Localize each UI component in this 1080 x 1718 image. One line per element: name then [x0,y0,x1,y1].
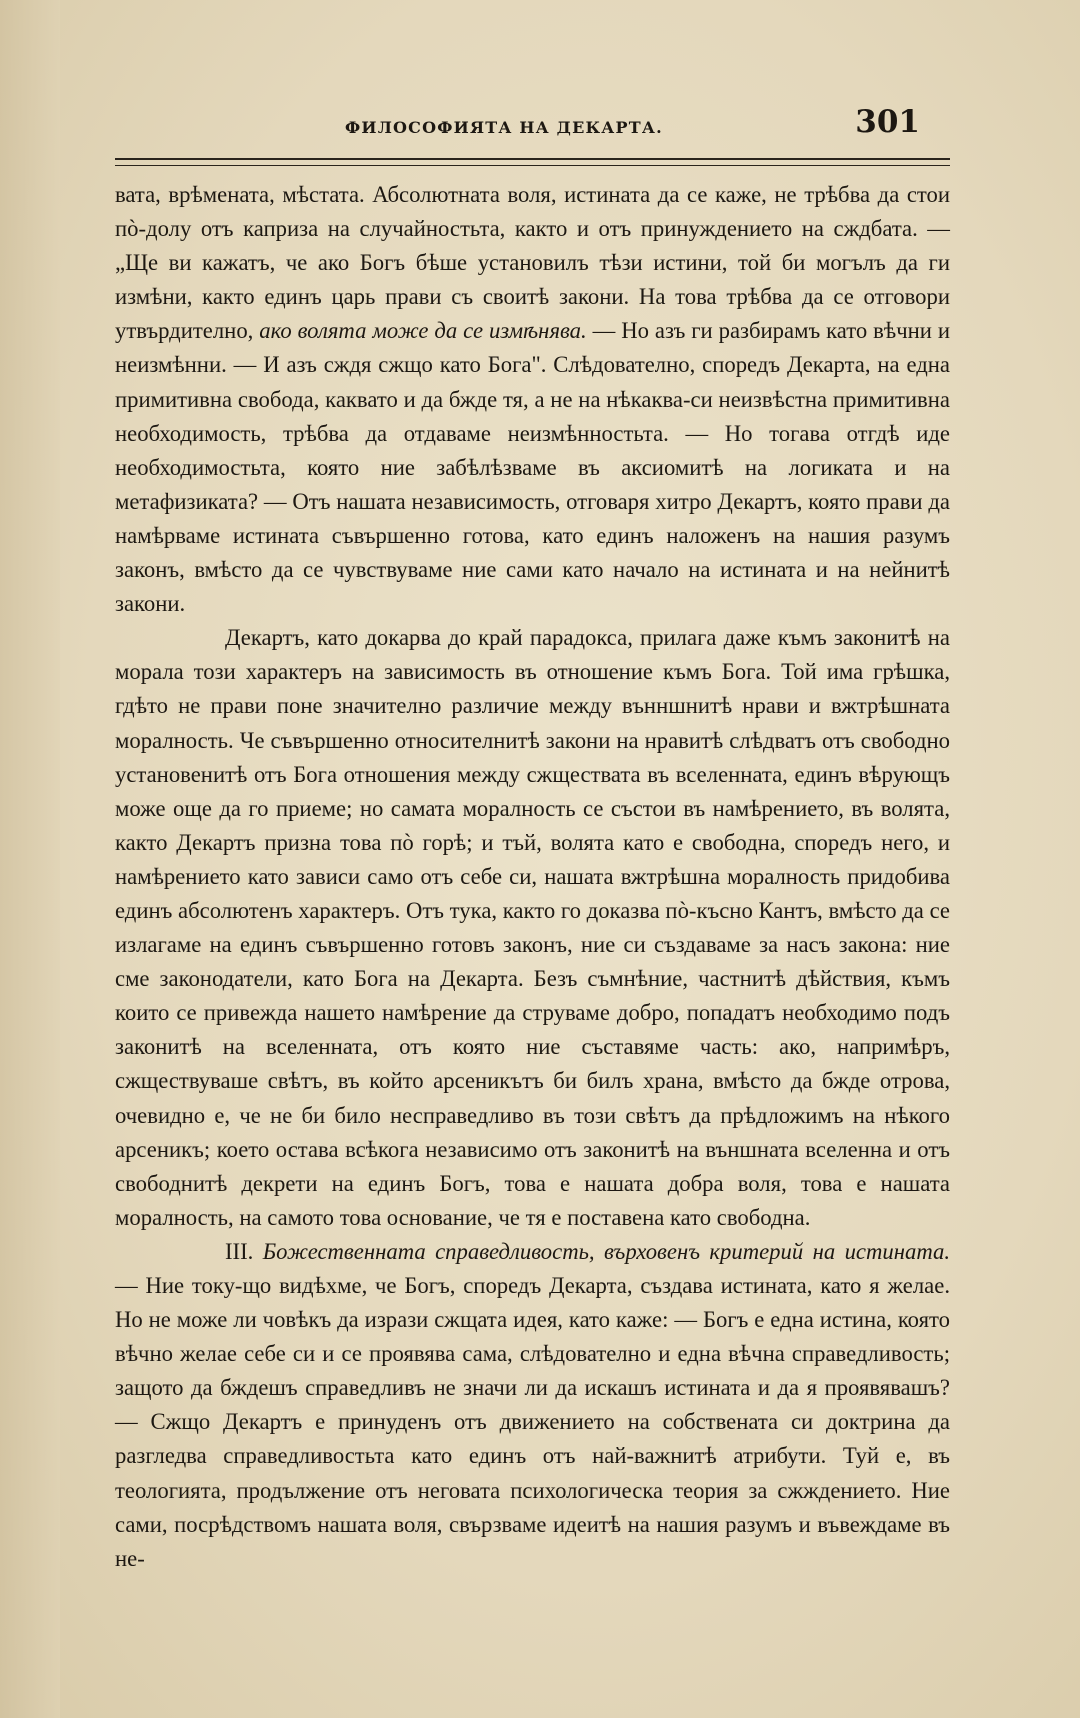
section-heading: Божественната справедливость, върховенъ критерий на истината. [262,1238,950,1264]
paragraph-2: Декартъ, като докарва до край парадокса, прилага даже къмъ законитѣ на морала този характеръ на зависимость въ отношение къмъ Бога. Той има грѣшка, гдѣто не прави поне значително различие между вънншнитѣ нрави и вжтрѣшната моралность. Че съвършенно относителнитѣ закони на нравитѣ слѣдватъ отъ свободно установенитѣ отъ Бога отношения между сжществата въ вселенната, единъ вѣрующъ може още да го приеме; но самата моралность се състои въ намѣрението, въ волята, както Декартъ призна това пò горѣ; и тъй, волята като е свободна, споредъ него, и намѣрението като зависи само отъ себе си, нашата вжтрѣшна моралность придобива единъ абсолютенъ характеръ. Отъ тука, както го доказва пò-късно Кантъ, вмѣсто да се излагаме на единъ съвършенно готовъ законъ, ние си създаваме за насъ закона: ние сме законодатели, като Бога на Декарта. Безъ съмнѣние, частнитѣ дѣйствия, къмъ които се привежда нашето намѣрение да струваме добро, попадатъ необходимо подъ законитѣ на вселенната, отъ която ние съставяме часть: ако, напримѣръ, сжществуваше свѣтъ, въ който арсеникътъ би билъ храна, вмѣсто да бжде отрова, очевидно е, че не би било несправедливо въ този свѣтъ да прѣдложимъ на нѣкого арсеникъ; което остава всѣкога независимо отъ законитѣ на външната вселенна и отъ свободнитѣ декрети на единъ Богъ, това е нашата добра воля, това е нашата моралность, на самото това основание, че тя е поставена като свободна. [115,625,950,1230]
body-text [115,178,950,1576]
paragraph-1 [115,178,950,621]
paragraph-3-text: — Ние току-що видѣхме, че Богъ, споредъ Декарта, създава истината, като я желае. Но не може ли човѣкъ да изрази сжщата идея, като каже: — Богъ е една истина, която вѣчно желае себе си и се проявява сама, слѣдователно и една вѣчна справедливость; защото да бждешъ справедливъ не значи ли да искашъ истината и да я проявявашъ? — Сжщо Декартъ е принуденъ отъ движението на собствената си доктрина да разгледва справедливостьта като единъ отъ най-важнитѣ атрибути. Туй е, въ теологията, продължение отъ неговата психологическа теория за сжждението. Ние сами, посрѣдствомъ нашата воля, свързваме идеитѣ на нашия разумъ и въвеждаме въ не- [115,1273,950,1571]
page-gutter-shadow [0,0,60,1718]
page-number: 301 [855,104,920,140]
paragraph-1-text-b: — Но азъ ги разбирамъ като вѣчни и неизмѣнни. — И азъ сждя сжщо като Бога". Слѣдователно, споредъ Декарта, на една примитивна свобода, каквато и да бжде тя, а не на нѣкаква-си неизвѣстна примитивна необходимость, трѣбва да отдаваме неизмѣнностьта. — Но тогава отгдѣ иде необходимостьта, която ние забѣлѣзваме въ аксиомитѣ на логиката и на метафизиката? — Отъ нашата независимость, отговаря хитро Декартъ, която прави да намѣрваме истината съвършенно готова, като единъ наложенъ на нашия разумъ законъ, вмѣсто да се чувствуваме ние сами като начало на истината и на нейнитѣ закони. [115,318,950,617]
paragraph-1-text-a: вата, врѣмената, мѣстата. Абсолютната воля, истината да се каже, не трѣбва да стои пò-долу отъ каприза на случайностьта, както и отъ принуждението на сждбата. — „Ще ви кажатъ, че ако Богъ бѣше установилъ тѣзи истини, той би могълъ да ги измѣни, както единъ царь прави съ своитѣ закони. На това трѣбва да се отговори утвърдително, [115,182,950,344]
header-double-rule [115,158,950,166]
section-number: III. [225,1238,263,1264]
page-header [115,104,950,150]
paragraph-1-italic: ако волята може да се измѣнява. [259,318,587,344]
paragraph-3 [115,1235,950,1576]
running-title: ФИЛОСОФИЯТА НА ДЕКАРТА. [345,118,663,137]
